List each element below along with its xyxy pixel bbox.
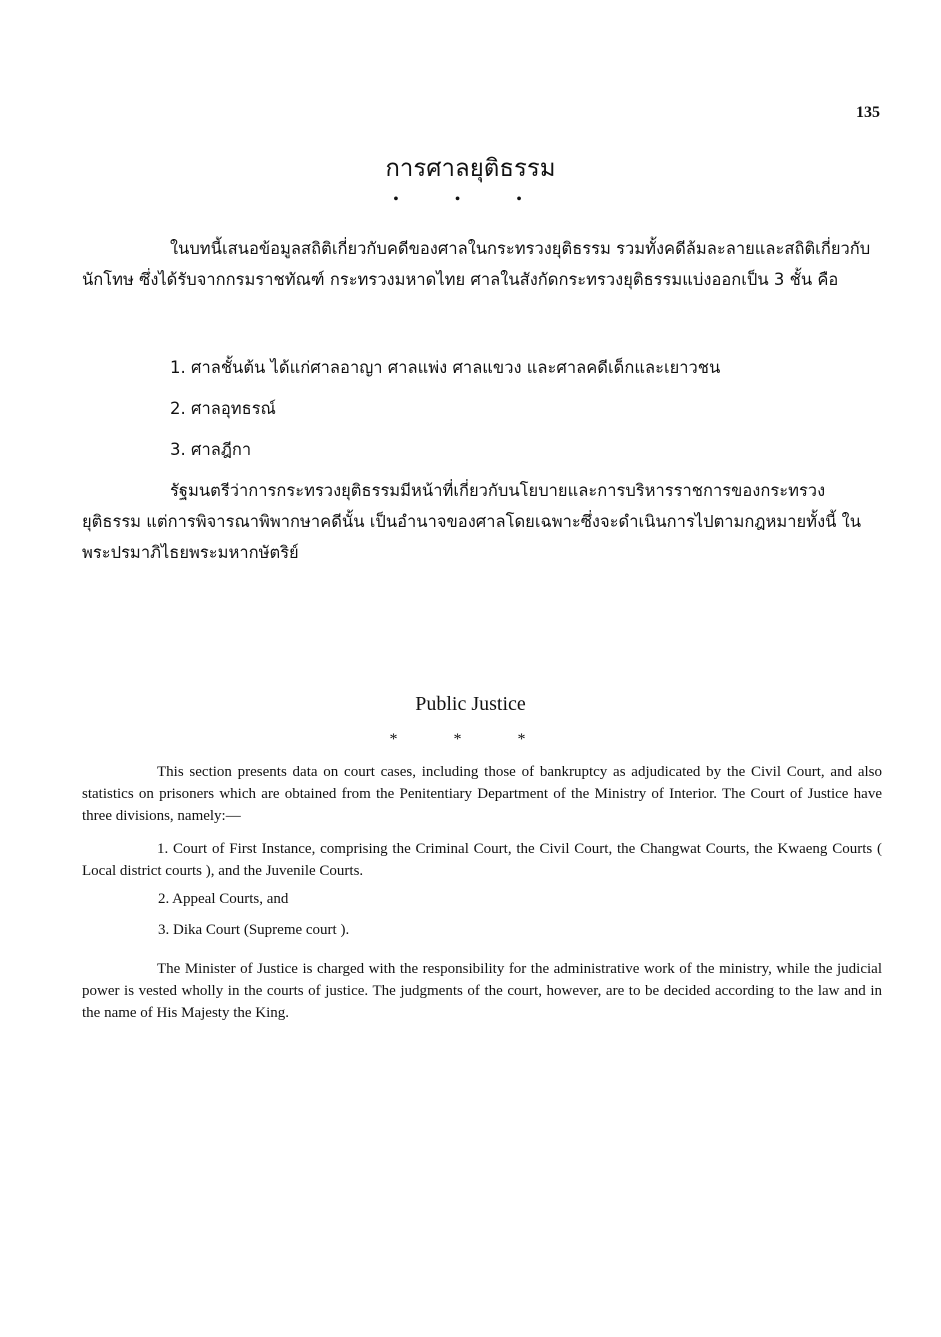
english-closing-paragraph: The Minister of Justice is charged with the responsibility for the administrative work of the ministry, while the judicial power is vested wholly in the courts of justice. The judgments of the court, however, are to be decided according to the law and in the name of His Majesty the King. [82,961,882,1021]
english-separator: * * * [389,731,552,748]
thai-list-item-1: 1. ศาลชั้นต้น ได้แก่ศาลอาญา ศาลแพ่ง ศาลแขวง และศาลคดีเด็กและเยาวชน [170,358,721,377]
english-list-item-1: 1. Court of First Instance, comprising the Criminal Court, the Civil Court, the Changwat Courts, the Kwaeng Courts ( Local district courts ), and the Juvenile Courts. [82,841,882,879]
thai-intro-paragraph: ในบทนี้เสนอข้อมูลสถิติเกี่ยวกับคดีของศาลในกระทรวงยุติธรรม รวมทั้งคดีล้มละลายและสถิติเกี่ยวกับนักโทษ ซึ่งได้รับจากกรมราชทัณฑ์ กระทรวงมหาดไทย ศาลในสังกัดกระทรวงยุติธรรมแบ่งออกเป็น 3 ชั้น คือ [82,239,871,289]
thai-list-item-2: 2. ศาลอุทธรณ์ [170,399,276,418]
thai-section-title: การศาลยุติธรรม [385,154,556,182]
english-list-item-3: 3. Dika Court (Supreme court ). [158,922,350,938]
english-intro-paragraph: This section presents data on court cases, including those of bankruptcy as adjudicated by the Civil Court, and also statistics on prisoners which are obtained from the Penitentiary Department of the Ministry of Interior. The Court of Justice have three divisions, namely:— [82,764,882,824]
thai-list-item-3: 3. ศาลฎีกา [170,440,252,459]
page-number: 135 [856,104,880,121]
english-section-title: Public Justice [415,693,526,715]
thai-closing-paragraph: รัฐมนตรีว่าการกระทรวงยุติธรรมมีหน้าที่เกี่ยวกับนโยบายและการบริหารราชการของกระทรวงยุติธรรม แต่การพิจารณาพิพากษาคดีนั้น เป็นอำนาจของศาลโดยเฉพาะซึ่งจะดำเนินการไปตามกฎหมายทั้งนี้ ในพระปรมาภิไธยพระมหากษัตริย์ [82,481,861,562]
english-list-item-2: 2. Appeal Courts, and [158,891,289,907]
thai-separator: • • • [393,191,548,208]
